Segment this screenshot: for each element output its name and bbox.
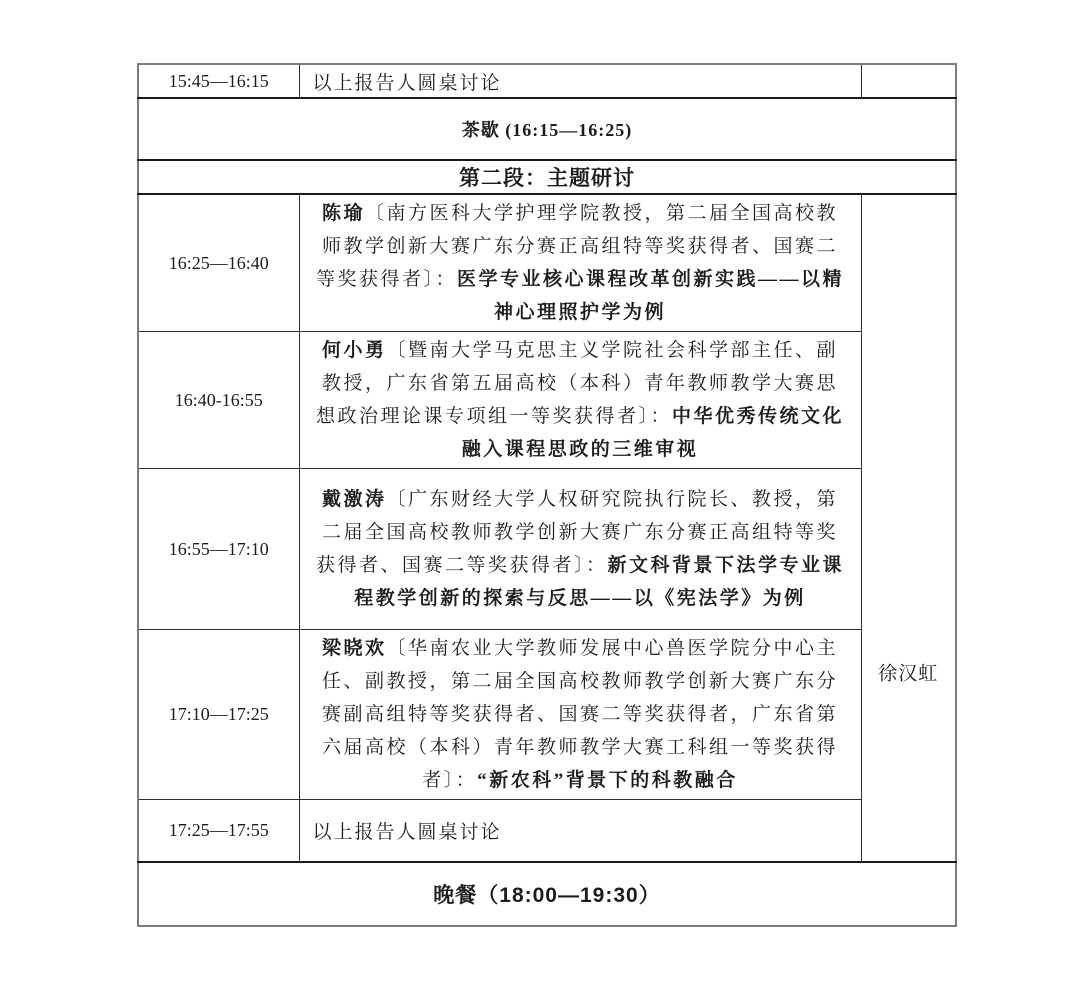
row-talk-1 <box>138 194 956 332</box>
talk-title: “新农科”背景下的科教融合 <box>477 770 738 791</box>
moderator-cell <box>861 194 956 862</box>
moderator-name: 徐汉虹 <box>878 663 939 685</box>
row-talk-4 <box>138 630 956 800</box>
time-cell: 16:55—17:10 <box>138 469 299 630</box>
talk-title: 中华优秀传统文化融入课程思政的三维审视 <box>461 406 845 460</box>
row-dinner <box>138 862 956 926</box>
speaker-name: 何小勇 <box>321 340 387 361</box>
row-roundtable-2 <box>138 800 956 862</box>
speaker-affiliation: 〔华南农业大学教师发展中心兽医学院分中心主任、副教授，第二届全国高校教师教学创新大赛广东分赛副高组特等奖获得者、国赛二等奖获得者，广东省第六届高校（本科）青年教师教学大赛工科组一等奖获得者〕： <box>321 638 839 791</box>
time-cell: 17:25—17:55 <box>138 800 299 862</box>
row-roundtable-1 <box>138 64 956 98</box>
time-cell: 16:25—16:40 <box>138 194 299 332</box>
time-cell: 16:40-16:55 <box>138 332 299 469</box>
speaker-name: 梁晓欢 <box>321 638 387 659</box>
agenda-table <box>137 63 957 927</box>
time-cell: 17:10—17:25 <box>138 630 299 800</box>
row-tea-break <box>138 98 956 160</box>
talk-title: 医学专业核心课程改革创新实践——以精神心理照护学为例 <box>457 269 845 323</box>
section-heading-cell: 第二段：主题研讨 <box>138 160 956 194</box>
row-section-heading <box>138 160 956 194</box>
dinner-cell: 晚餐（18:00—19:30） <box>138 862 956 926</box>
discussion-cell: 以上报告人圆桌讨论 <box>299 64 861 98</box>
row-talk-3 <box>138 469 956 630</box>
tea-break-cell: 茶歇 (16:15—16:25) <box>138 98 956 160</box>
speaker-affiliation: 〔南方医科大学护理学院教授，第二届全国高校教师教学创新大赛广东分赛正高组特等奖获得者、国赛二等奖获得者〕： <box>315 203 839 290</box>
speaker-affiliation: 〔广东财经大学人权研究院执行院长、教授，第二届全国高校教师教学创新大赛广东分赛正高组特等奖获得者、国赛二等奖获得者〕： <box>315 489 839 576</box>
talk-title: 新文科背景下法学专业课程教学创新的探索与反思——以《宪法学》为例 <box>354 555 845 609</box>
talk-cell <box>299 332 861 469</box>
speaker-affiliation: 〔暨南大学马克思主义学院社会科学部主任、副教授，广东省第五届高校（本科）青年教师教学大赛思想政治理论课专项组一等奖获得者〕： <box>315 340 839 427</box>
talk-cell <box>299 630 861 800</box>
time-cell: 15:45—16:15 <box>138 64 299 98</box>
talk-cell <box>299 469 861 630</box>
talk-cell <box>299 194 861 332</box>
row-talk-2 <box>138 332 956 469</box>
speaker-name: 戴激涛 <box>321 489 387 510</box>
discussion-cell: 以上报告人圆桌讨论 <box>299 800 861 862</box>
speaker-name: 陈瑜 <box>321 203 365 224</box>
empty-cell <box>861 64 956 98</box>
